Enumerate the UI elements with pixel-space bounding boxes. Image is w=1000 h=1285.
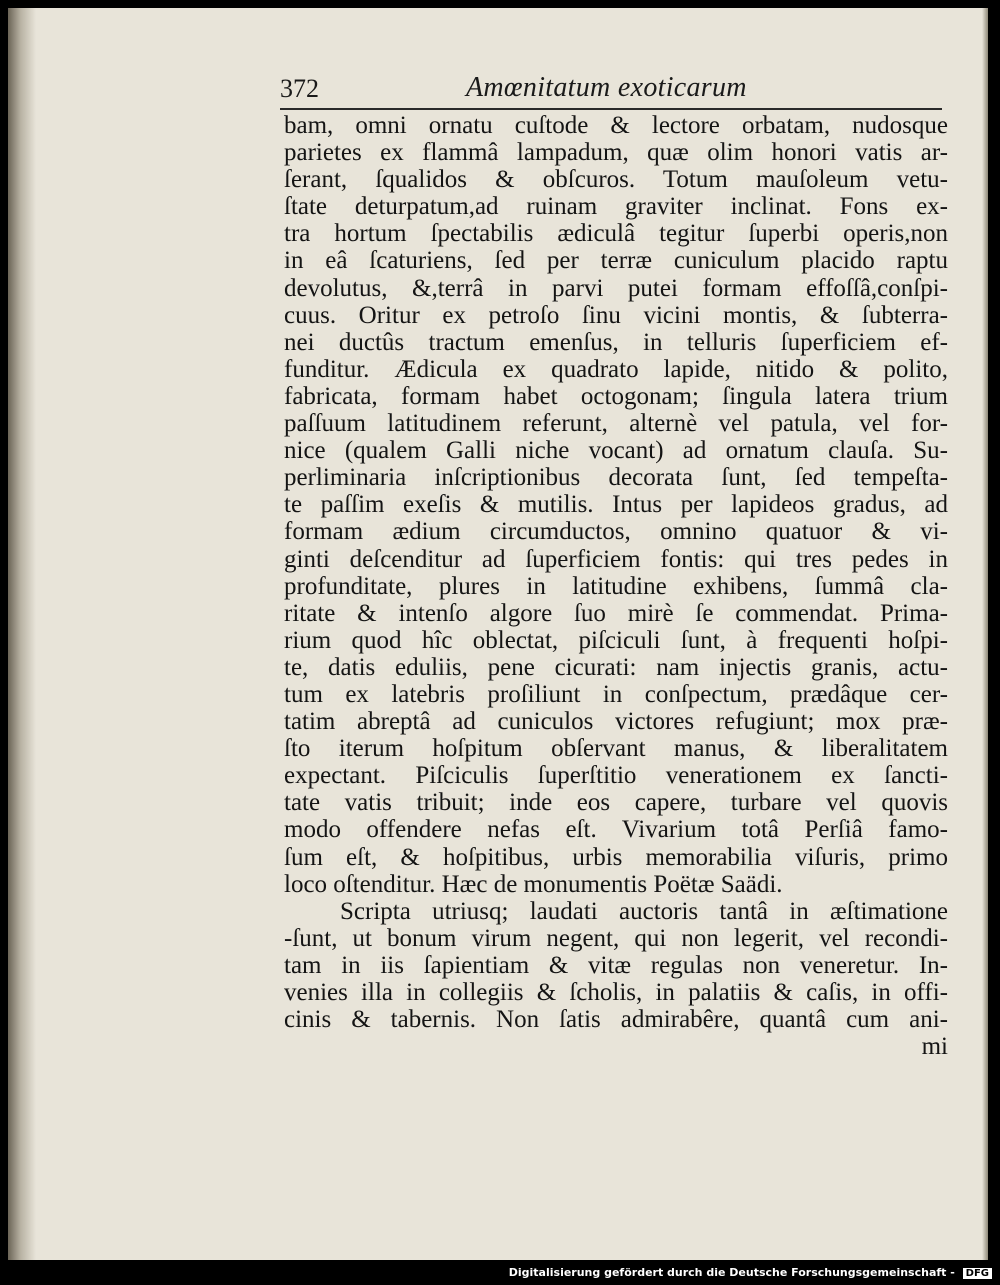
scanned-page <box>8 8 988 1260</box>
text-line: ſerant, ſqualidos & obſcuros. Totum mauſoleum vetu- <box>284 166 948 194</box>
text-line: rium quod hîc oblectat, piſciculi ſunt, à frequenti hoſpi- <box>284 626 948 654</box>
text-line: ginti deſcenditur ad ſuperficiem fontis: qui tres pedes in <box>284 545 948 573</box>
text-line: funditur. Ædicula ex quadrato lapide, nitido & polito, <box>284 355 948 383</box>
text-line: cuus. Oritur ex petroſo ſinu vicini montis, & ſubterra- <box>284 301 948 329</box>
text-line: ſum eſt, & hoſpitibus, urbis memorabilia viſuris, primo <box>284 843 948 871</box>
body-text <box>284 112 948 1060</box>
page-gutter-shadow <box>8 8 36 1260</box>
text-line: expectant. Piſciculis ſuperſtitio venerationem ex ſancti- <box>284 762 948 790</box>
text-line: loco oſtenditur. Hæc de monumentis Poëtæ Saädi. <box>284 870 783 898</box>
text-line: te paſſim exeſis & mutilis. Intus per lapideos gradus, ad <box>284 491 948 519</box>
text-line: tra hortum ſpectabilis ædiculâ tegitur ſuperbi operis,non <box>284 220 948 248</box>
page-header <box>280 72 936 106</box>
text-line: ritate & intenſo algore ſuo mirè ſe commendat. Prima- <box>284 599 948 627</box>
text-line: ſto iterum hoſpitum obſervant manus, & liberalitatem <box>284 735 948 763</box>
text-line: cinis & tabernis. Non ſatis admirabêre, quantâ cum ani- <box>284 1006 948 1034</box>
header-rule <box>280 108 942 110</box>
text-line: venies illa in collegiis & ſcholis, in palatiis & caſis, in offi- <box>284 979 948 1006</box>
text-line: tum ex latebris proſiliunt in conſpectum, prædâque cer- <box>284 680 948 708</box>
text-line: -ſunt, ut bonum virum negent, qui non legerit, vel recondi- <box>284 924 948 952</box>
text-line: bam, omni ornatu cuſtode & lectore orbatam, nudosque <box>284 112 948 139</box>
running-head: Amœnitatum exoticarum <box>466 72 747 103</box>
text-line: tatim abreptâ ad cuniculos victores refugiunt; mox præ- <box>284 708 948 736</box>
page-number: 372 <box>280 74 319 103</box>
text-line: ſtate deturpatum,ad ruinam graviter inclinat. Fons ex- <box>284 193 948 221</box>
text-line: perliminaria inſcriptionibus decorata ſunt, ſed tempeſta- <box>284 464 948 492</box>
text-line: tate vatis tribuit; inde eos capere, turbare vel quovis <box>284 789 948 817</box>
text-line: fabricata, formam habet octogonam; ſingula latera trium <box>284 382 948 410</box>
credit-text: Digitalisierung gefördert durch die Deutsche Forschungsgemeinschaft - <box>508 1266 955 1279</box>
text-line: modo offendere nefas eſt. Vivarium totâ Perſiâ famo- <box>284 816 948 844</box>
text-line: devolutus, &,terrâ in parvi putei formam effoſſâ,conſpi- <box>284 274 948 302</box>
text-line: in eâ ſcaturiens, ſed per terræ cuniculum placido raptu <box>284 247 948 275</box>
text-line: parietes ex flammâ lampadum, quæ olim honori vatis ar- <box>284 139 948 167</box>
text-line: te, datis eduliis, pene cicurati: nam injectis granis, actu- <box>284 653 948 681</box>
text-line: paſſuum latitudinem referunt, alternè vel patula, vel for- <box>284 410 948 438</box>
catchword: mi <box>921 1033 948 1061</box>
text-line: profunditate, plures in latitudine exhibens, ſummâ cla- <box>284 572 948 600</box>
text-line: formam ædium circumductos, omnino quatuor & vi- <box>284 518 948 546</box>
dfg-logo: DFG <box>963 1268 992 1279</box>
text-line: tam in iis ſapientiam & vitæ regulas non veneretur. In- <box>284 951 948 979</box>
text-line: nei ductûs tractum emenſus, in telluris ſuperficiem ef- <box>284 328 948 356</box>
page-edge <box>982 8 988 1260</box>
text-line: nice (qualem Galli niche vocant) ad ornatum clauſa. Su- <box>284 437 948 465</box>
digitization-credit <box>509 1266 992 1279</box>
text-line: Scripta utriusq; laudati auctoris tantâ in æſtimatione <box>340 897 948 925</box>
